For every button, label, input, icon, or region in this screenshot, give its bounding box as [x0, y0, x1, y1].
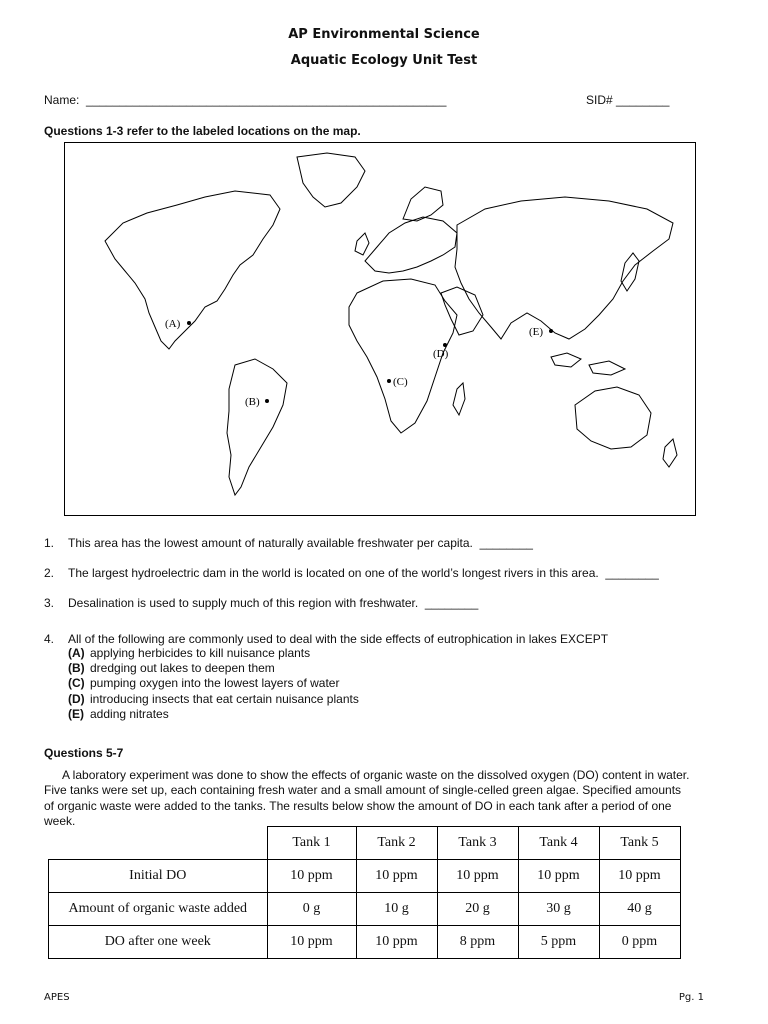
map-label-a: (A) — [165, 318, 181, 330]
option-text: applying herbicides to kill nuisance plants — [90, 646, 311, 660]
table-corner — [49, 827, 268, 860]
table-cell: 40 g — [599, 893, 680, 926]
question-1 — [44, 536, 533, 550]
table-cell: 10 ppm — [356, 860, 437, 893]
table-cell: 30 g — [518, 893, 599, 926]
table-cell: 8 ppm — [437, 926, 518, 959]
table-row — [49, 893, 681, 926]
option-c — [68, 676, 359, 691]
option-e — [68, 707, 359, 722]
question-number: 3. — [44, 596, 55, 610]
option-a — [68, 646, 359, 661]
answer-blank: ________ — [424, 596, 479, 610]
column-header: Tank 5 — [599, 827, 680, 860]
footer-page-number: Pg. 1 — [678, 992, 704, 1003]
question-text: This area has the lowest amount of naturally available freshwater per capita. — [68, 536, 473, 550]
row-label: Amount of organic waste added — [49, 893, 268, 926]
map-label-b: (B) — [245, 396, 260, 408]
table-cell: 10 ppm — [267, 860, 356, 893]
question-text: All of the following are commonly used to deal with the side effects of eutrophication in lakes EXCEPT — [68, 632, 609, 646]
table-cell: 0 g — [267, 893, 356, 926]
option-letter: (A) — [68, 646, 85, 660]
answer-blank: ________ — [605, 566, 659, 580]
question-number: 1. — [44, 536, 55, 550]
table-cell: 10 ppm — [437, 860, 518, 893]
table-row — [49, 860, 681, 893]
footer-left: APES — [44, 992, 70, 1003]
map-point-d — [443, 343, 447, 347]
sid-line — [586, 93, 669, 107]
question-text: The largest hydroelectric dam in the world is located on one of the world’s longest rivers in this area. — [68, 566, 599, 580]
sid-blank: ________ — [616, 93, 670, 107]
map-point-e — [549, 329, 553, 333]
name-line — [44, 93, 446, 107]
option-d — [68, 692, 359, 707]
option-letter: (C) — [68, 676, 85, 691]
question-text: Desalination is used to supply much of this region with freshwater. — [68, 596, 419, 610]
world-map-drawing — [65, 143, 695, 515]
results-table — [48, 826, 681, 959]
column-header: Tank 2 — [356, 827, 437, 860]
option-letter: (D) — [68, 691, 85, 706]
table-cell: 10 ppm — [267, 926, 356, 959]
question-4 — [44, 632, 608, 646]
question-number: 2. — [44, 566, 55, 580]
q4-options — [68, 646, 359, 722]
table-cell: 20 g — [437, 893, 518, 926]
map-label-d: (D) — [433, 348, 449, 360]
table-row — [49, 926, 681, 959]
experiment-paragraph: A laboratory experiment was done to show the effects of organic waste on the dissolved oxygen (DO) content in water. Five tanks were set up, each containing fresh water and a small amount of single-celled green algae. Specified amounts of organic waste were added to the tanks. The results below show the amount of DO in each tank after a period of one week. — [44, 768, 690, 828]
question-number: 4. — [44, 632, 55, 646]
questions-5-7-heading: Questions 5-7 — [44, 746, 124, 760]
map-label-e: (E) — [529, 326, 544, 338]
option-text: introducing insects that eat certain nuisance plants — [90, 691, 359, 706]
map-point-c — [387, 379, 391, 383]
table-cell: 0 ppm — [599, 926, 680, 959]
table-cell: 10 g — [356, 893, 437, 926]
option-text: pumping oxygen into the lowest layers of water — [90, 676, 340, 691]
table-header-row — [49, 827, 681, 860]
answer-blank: ________ — [479, 536, 533, 550]
map-instructions: Questions 1-3 refer to the labeled locations on the map. — [44, 124, 361, 138]
column-header: Tank 3 — [437, 827, 518, 860]
sid-label: SID# — [586, 93, 613, 107]
map-label-c: (C) — [393, 376, 408, 388]
option-letter: (B) — [68, 661, 85, 676]
column-header: Tank 4 — [518, 827, 599, 860]
option-text: adding nitrates — [90, 706, 169, 721]
table-cell: 5 ppm — [518, 926, 599, 959]
table-cell: 10 ppm — [356, 926, 437, 959]
option-letter: (E) — [68, 706, 84, 721]
name-blank: ______________________________________________________ — [86, 93, 447, 107]
option-b — [68, 661, 359, 676]
column-header: Tank 1 — [267, 827, 356, 860]
table-cell: 10 ppm — [599, 860, 680, 893]
row-label: DO after one week — [49, 926, 268, 959]
test-title: Aquatic Ecology Unit Test — [290, 53, 478, 68]
question-3 — [44, 596, 478, 610]
course-title: AP Environmental Science — [288, 27, 480, 42]
question-2 — [44, 566, 659, 580]
option-text: dredging out lakes to deepen them — [90, 661, 275, 676]
name-label: Name: — [44, 93, 80, 107]
map-point-a — [187, 321, 191, 325]
row-label: Initial DO — [49, 860, 268, 893]
world-map — [64, 142, 696, 516]
map-point-b — [265, 399, 269, 403]
table-cell: 10 ppm — [518, 860, 599, 893]
